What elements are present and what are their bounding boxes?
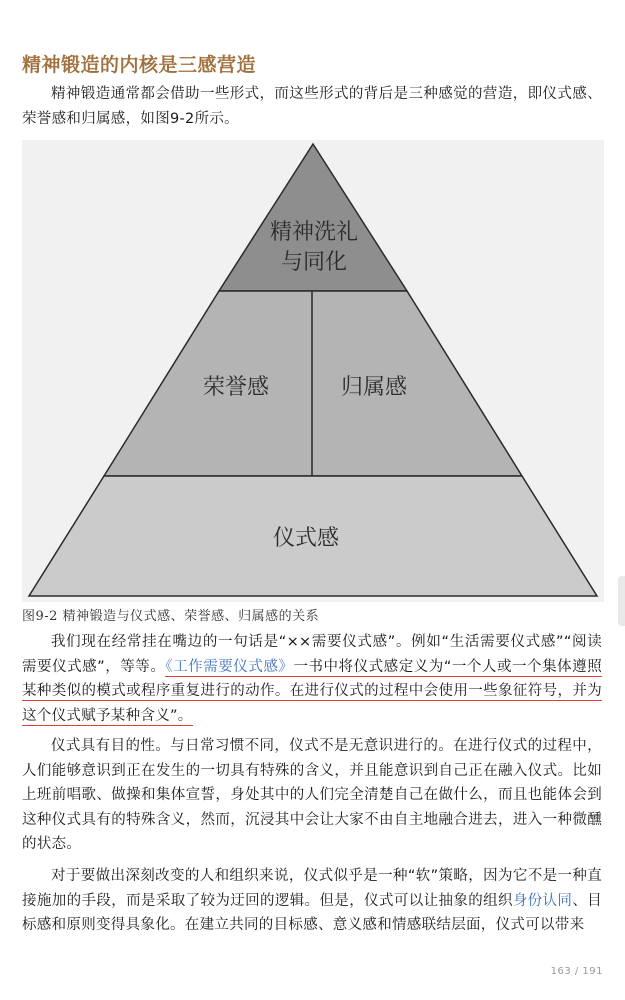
figure-caption: 图9-2 精神锻造与仪式感、荣誉感、归属感的关系 bbox=[22, 609, 320, 624]
para4-text-1: 对于要做出深刻改变的人和组织来说，仪式似乎是一种“软”策略，因为它不是一种直接施加的手段，而是采取了较为迂回的逻辑。但是，仪式可以让抽象的组织 bbox=[22, 868, 602, 909]
ritual-label: 仪式感 bbox=[272, 526, 340, 551]
ritual-purpose-paragraph: 仪式具有目的性。与日常习惯不同，仪式不是无意识进行的。在进行仪式的过程中，人们能够意识到正在发生的一切具有特殊的含义，并且能意识到自己正在融入仪式。比如上班前唱歌、做操和集体宣誓，身处其中的人们完全清楚自己在做什么，而且也能体会到这种仪式具有的特殊含义，然而，沉浸其中会让大家不由自主地融合进去，进入一种微醺的状态。 bbox=[22, 738, 602, 852]
intro-paragraph: 精神锻造通常都会借助一些形式，而这些形式的背后是三种感觉的营造，即仪式感、荣誉感和归属感，如图9-2所示。 bbox=[22, 86, 602, 127]
para4-text-2: 、目标感和原则变得具象化。在建立共同的目标感、意义感和情感联结层面，仪式可以带来 bbox=[22, 892, 602, 933]
pyramid-figure bbox=[22, 140, 604, 602]
side-scroll-handle[interactable] bbox=[618, 576, 625, 626]
pyramid-middle-tier bbox=[104, 291, 522, 476]
top-label-line2: 与同化 bbox=[280, 250, 348, 275]
para2-text-2: 一书中将仪式感定义为“一个人或一个集体遵照某种类似的模式或程序重复进行的动作。在进行仪式的过程中会使用一些象征符号，并为这个仪式赋予某种含义”。 bbox=[22, 658, 602, 724]
section-title: 精神锻造的内核是三感营造 bbox=[22, 54, 257, 76]
pyramid-diagram bbox=[22, 140, 604, 602]
honor-label: 荣誉感 bbox=[202, 375, 270, 400]
para2-text-1: 我们现在经常挂在嘴边的一句话是“××需要仪式感”。例如“生活需要仪式感”“阅读需要仪式感”，等等。 bbox=[22, 634, 602, 675]
identity-link[interactable]: 身份认同 bbox=[512, 892, 573, 909]
page-indicator: 163 / 191 bbox=[550, 966, 603, 977]
top-label-line1: 精神洗礼 bbox=[269, 220, 359, 245]
ritual-definition-paragraph bbox=[22, 630, 602, 728]
ritual-strategy-paragraph bbox=[22, 864, 602, 938]
book-title-link[interactable]: 《工作需要仪式感》 bbox=[165, 658, 294, 675]
belonging-label: 归属感 bbox=[340, 375, 408, 400]
